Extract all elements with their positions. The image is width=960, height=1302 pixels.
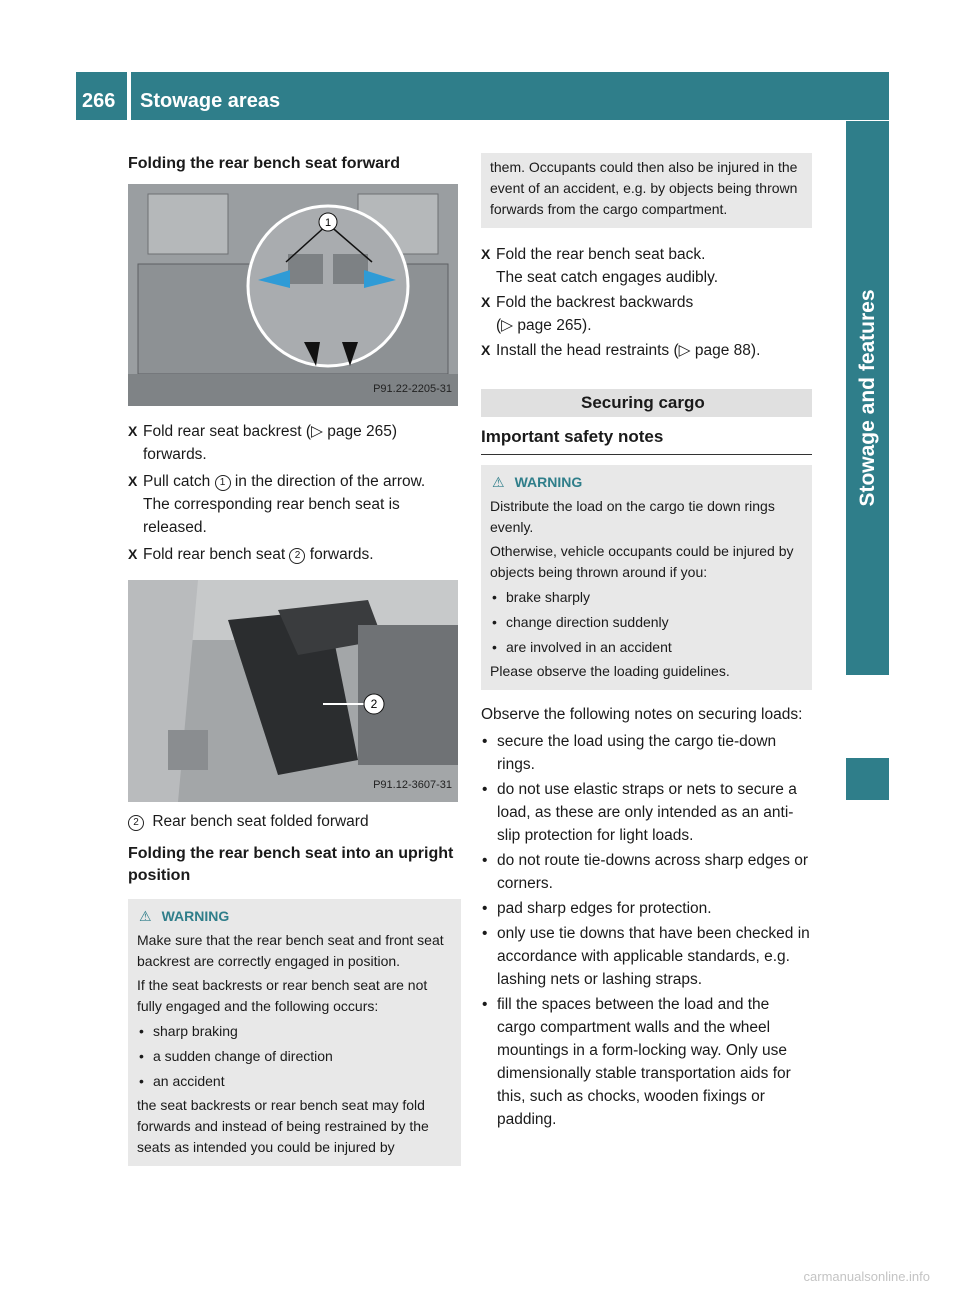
warning-triangle-icon: ⚠ [492, 474, 505, 490]
subheading-safety-notes: Important safety notes [481, 425, 812, 455]
step-fold-backrest-back: X Fold the backrest backwards (▷ page 265). [481, 291, 812, 337]
page-number: 266 [82, 90, 116, 112]
list-item: • do not route tie-downs across sharp edges or corners. [481, 849, 812, 895]
warning-triangle-icon: ⚠ [139, 908, 152, 924]
page-ref-icon: ▷ [678, 342, 695, 359]
page-header [76, 72, 889, 120]
step-fold-back: X Fold the rear bench seat back. The seat catch engages audibly. [481, 243, 812, 289]
step-fold-backrest: X Fold rear seat backrest (▷ page 265) forwards. [128, 420, 461, 466]
header-divider [127, 72, 131, 120]
heading-upright: Folding the rear bench seat into an upright position [128, 845, 454, 884]
photo2-callout: 2 [370, 697, 378, 711]
list-item: • brake sharply [490, 587, 804, 608]
section-securing-cargo: Securing cargo [481, 389, 812, 417]
chapter-label: Stowage and features [855, 289, 879, 507]
seat-catch-illustration [128, 184, 458, 406]
figure-legend: 2 Rear bench seat folded forward [128, 810, 461, 833]
photo2-code: P91.12-3607-31 [373, 779, 452, 791]
photo1-callout: 1 [324, 217, 332, 229]
step-pull-catch: X Pull catch 1 in the direction of the arrow. The corresponding rear bench seat is released. [128, 470, 461, 539]
chapter-side-tab [846, 121, 889, 675]
photo-seat-catch [128, 184, 458, 406]
chapter-marker [846, 758, 889, 800]
warning-box-seat: ⚠ WARNING Make sure that the rear bench seat and front seat backrest are correctly engaged in position. If the seat backrests or rear bench seat are not fully engaged and the following occurs: • sharp braking • a sudden change of direction • an accident the seat backrests or rear bench seat may fold forwards and instead of being restrained by the seats as intended you could be injured by [128, 899, 461, 1166]
list-item: • secure the load using the cargo tie-down rings. [481, 730, 812, 776]
step-head-restraints: X Install the head restraints (▷ page 88). [481, 339, 812, 362]
warning-box-cargo: ⚠ WARNING Distribute the load on the cargo tie down rings evenly. Otherwise, vehicle occupants could be injured by objects being thrown around if you: • brake sharply • change direction suddenly • are involved in an accident Please observe the loading guidelines. [481, 465, 812, 690]
step-result: The seat catch engages audibly. [496, 269, 719, 286]
securing-intro: Observe the following notes on securing loads: [481, 706, 803, 723]
page-ref-icon: ▷ [310, 423, 328, 440]
section-title: Stowage areas [140, 90, 281, 112]
heading-fold-forward: Folding the rear bench seat forward [128, 155, 401, 172]
callout-2-icon: 2 [289, 548, 305, 564]
list-item: • an accident [137, 1071, 453, 1092]
list-item: • pad sharp edges for protection. [481, 897, 812, 920]
step-fold-seat: X Fold rear bench seat 2 forwards. [128, 543, 461, 566]
list-item: • only use tie downs that have been checked in accordance with applicable standards, e.g. lashing nets or lashing straps. [481, 922, 812, 991]
list-item: • a sudden change of direction [137, 1046, 453, 1067]
list-item: • fill the spaces between the load and the cargo compartment walls and the wheel mountings in a form-locking way. Only use dimensionally stable transportation aids for this, such as chocks, wooden fixings or padding. [481, 993, 812, 1131]
list-item: • are involved in an accident [490, 637, 804, 658]
callout-2-icon: 2 [128, 815, 144, 831]
warning-box-continued: them. Occupants could then also be injured in the event of an accident, e.g. by objects being thrown forwards from the cargo compartment. [481, 153, 812, 228]
left-column [128, 153, 461, 1166]
list-item: • change direction suddenly [490, 612, 804, 633]
step-result: The corresponding rear bench seat is released. [143, 496, 400, 536]
photo-folded-seat [128, 580, 458, 802]
list-item: • sharp braking [137, 1021, 453, 1042]
list-item: • do not use elastic straps or nets to secure a load, as these are only intended as an anti-slip protection for light loads. [481, 778, 812, 847]
page-ref-icon: ▷ [501, 317, 518, 334]
warning-title: ⚠ WARNING [139, 906, 453, 927]
folded-seat-illustration [128, 580, 458, 802]
watermark: carmanualsonline.info [803, 1269, 930, 1284]
callout-1-icon: 1 [215, 475, 231, 491]
photo1-code: P91.22-2205-31 [373, 383, 452, 395]
right-column [481, 153, 812, 1131]
warning-title: ⚠ WARNING [492, 472, 804, 493]
